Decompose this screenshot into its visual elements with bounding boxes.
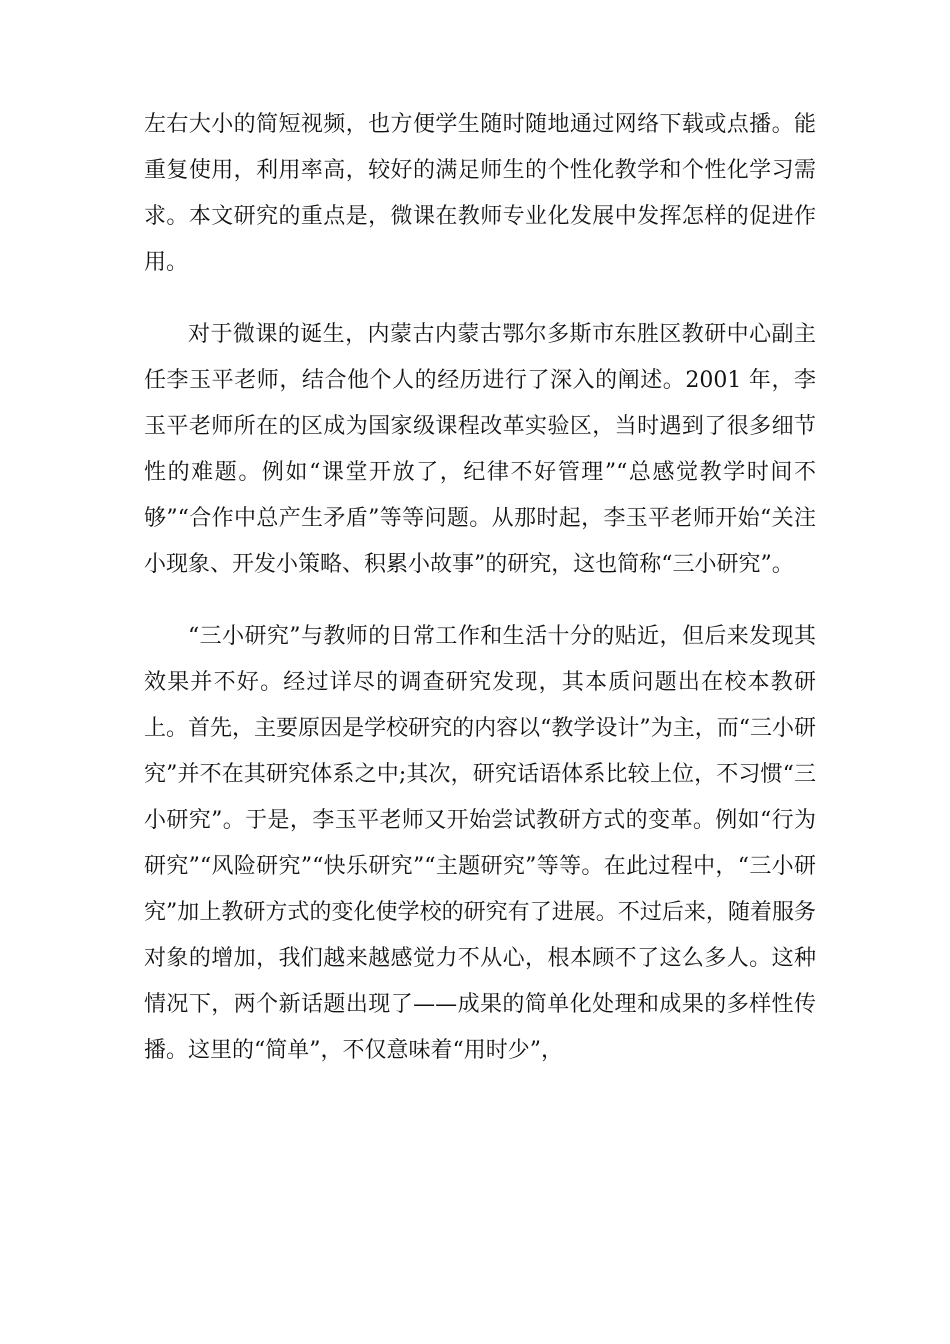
paragraph-continued: 左右大小的简短视频，也方便学生随时随地通过网络下载或点播。能重复使用，利用率高，较好的满足师生的个性化教学和个性化学习需求。本文研究的重点是，微课在教师专业化发展中发挥怎样的促进作用。: [144, 112, 816, 275]
paragraph-microcourse-origin: 对于微课的诞生，内蒙古内蒙古鄂尔多斯市东胜区教研中心副主任李玉平老师，结合他个人的经历进行了深入的阐述。2001 年，李玉平老师所在的区成为国家级课程改革实验区，当时遇到了很多细节性的难题。例如“课堂开放了，纪律不好管理”“总感觉教学时间不够”“合作中总产生矛盾”等等问题。从那时起，李玉平老师开始“关注小现象、开发小策略、积累小故事”的研究，这也简称“三小研究”。: [144, 322, 816, 577]
body-text: [144, 102, 816, 1100]
paragraph-three-small-research: “三小研究”与教师的日常工作和生活十分的贴近，但后来发现其效果并不好。经过详尽的调查研究发现，其本质问题出在校本教研上。首先，主要原因是学校研究的内容以“教学设计”为主，而“三小研究”并不在其研究体系之中;其次，研究话语体系比较上位，不习惯“三小研究”。于是，李玉平老师又开始尝试教研方式的变革。例如“行为研究”“风险研究”“快乐研究”“主题研究”等等。在此过程中，“三小研究”加上教研方式的变化使学校的研究有了进展。不过后来，随着服务对象的增加，我们越来越感觉力不从心，根本顾不了这么多人。这种情况下，两个新话题出现了——成果的简单化处理和成果的多样性传播。这里的“简单”，不仅意味着“用时少”，: [144, 624, 816, 1063]
